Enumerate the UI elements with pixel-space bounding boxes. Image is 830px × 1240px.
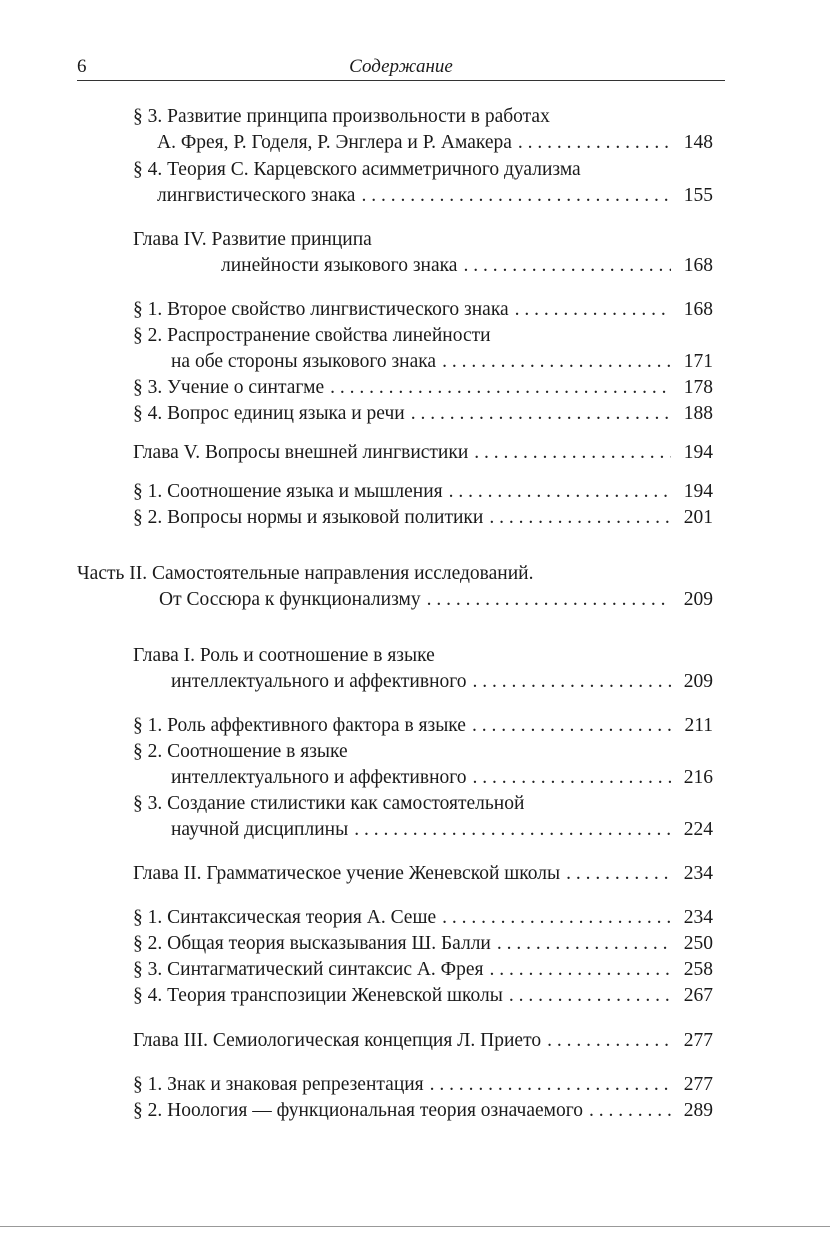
toc-page-number: 201 — [683, 507, 713, 528]
chapter-heading — [77, 643, 713, 669]
toc-page-number: 267 — [683, 985, 713, 1006]
toc-entry-text: От Соссюра к функционализму — [159, 589, 421, 610]
toc-entry — [77, 297, 713, 323]
toc-page-number: 234 — [683, 863, 713, 884]
toc-entry — [77, 983, 713, 1009]
chapter-heading — [77, 1028, 713, 1054]
toc-entry-text: § 4. Вопрос единиц языка и речи — [133, 403, 405, 424]
toc-page-number: 194 — [683, 442, 713, 463]
toc-page-number: 194 — [683, 481, 713, 502]
toc-entry-text: Глава IV. Развитие принципа — [133, 229, 372, 250]
toc-page-number: 178 — [683, 377, 713, 398]
toc-entry-text: лингвистического знака — [157, 185, 356, 206]
toc-page-number: 155 — [683, 185, 713, 206]
toc-page-number: 168 — [683, 255, 713, 276]
toc-page-number: 209 — [683, 671, 713, 692]
toc-entry — [77, 130, 713, 156]
toc-entry — [77, 669, 713, 695]
toc-entry — [77, 587, 713, 613]
toc-entry — [77, 505, 713, 531]
part-heading — [77, 561, 713, 587]
toc-entry-text: интеллектуального и аффективного — [171, 767, 467, 788]
toc-entry — [77, 253, 713, 279]
toc-entry — [77, 791, 713, 817]
toc-entry-text: Глава V. Вопросы внешней лингвистики — [133, 442, 469, 463]
toc-entry-text: § 1. Синтаксическая теория А. Сеше — [133, 907, 437, 928]
toc-page-number: 277 — [683, 1074, 713, 1095]
toc-entry — [77, 713, 713, 739]
toc-page-number: 216 — [683, 767, 713, 788]
toc-entry-text: § 1. Соотношение языка и мышления — [133, 481, 443, 502]
toc-entry-text: научной дисциплины — [171, 819, 349, 840]
toc-entry-text: § 3. Развитие принципа произвольности в работах — [133, 106, 550, 127]
toc-entry — [77, 401, 713, 427]
toc-entry-text: § 3. Создание стилистики как самостоятельной — [133, 793, 525, 814]
toc-entry — [77, 183, 713, 209]
toc-page-number: 171 — [683, 351, 713, 372]
toc-entry — [77, 905, 713, 931]
toc-entry — [77, 104, 713, 130]
toc-entry-text: § 1. Роль аффективного фактора в языке — [133, 715, 466, 736]
chapter-heading — [77, 861, 713, 887]
toc-page-number: 224 — [683, 819, 713, 840]
toc-entry-text: § 4. Теория транспозиции Женевской школы — [133, 985, 503, 1006]
toc-entry — [77, 349, 713, 375]
toc-page-number: 258 — [683, 959, 713, 980]
toc-entry-text: интеллектуального и аффективного — [171, 671, 467, 692]
toc-entry-text: § 2. Соотношение в языке — [133, 741, 348, 762]
toc-entry — [77, 1072, 713, 1098]
toc-entry-text: § 4. Теория С. Карцевского асимметричного дуализма — [133, 159, 581, 180]
toc-entry-text: А. Фрея, Р. Годеля, Р. Энглера и Р. Амакера — [157, 132, 512, 153]
toc-entry — [77, 765, 713, 791]
page-edge-line — [0, 1226, 830, 1227]
toc-entry-text: § 1. Знак и знаковая репрезентация — [133, 1074, 424, 1095]
toc-entry — [77, 957, 713, 983]
toc-page-number: 211 — [684, 715, 713, 736]
page-number: 6 — [77, 56, 87, 77]
toc-page-number: 148 — [683, 132, 713, 153]
toc-entry-text: Глава III. Семиологическая концепция Л. Прието — [133, 1030, 542, 1051]
toc-page-number: 250 — [683, 933, 713, 954]
toc-entry-text: § 1. Второе свойство лингвистического знака — [133, 299, 509, 320]
toc-entry — [77, 1098, 713, 1124]
toc-page-number: 209 — [683, 589, 713, 610]
toc-entry-text: Глава II. Грамматическое учение Женевской школы — [133, 863, 561, 884]
toc-entry-text: Глава I. Роль и соотношение в языке — [133, 645, 435, 666]
chapter-heading — [77, 227, 713, 253]
toc-entry — [77, 931, 713, 957]
toc-entry-text: § 3. Синтагматический синтаксис А. Фрея — [133, 959, 484, 980]
toc-page-number: 234 — [683, 907, 713, 928]
toc-entry-text: § 2. Общая теория высказывания Ш. Балли — [133, 933, 491, 954]
toc-entry-text: § 2. Ноология — функциональная теория означаемого — [133, 1100, 584, 1121]
running-title: Содержание — [349, 56, 453, 77]
chapter-heading — [77, 440, 713, 466]
toc-entry — [77, 323, 713, 349]
toc-entry — [77, 739, 713, 765]
toc-entry-text: на обе стороны языкового знака — [171, 351, 437, 372]
toc-page-number: 188 — [683, 403, 713, 424]
toc-entry — [77, 817, 713, 843]
toc-entry-text: § 2. Распространение свойства линейности — [133, 325, 491, 346]
toc-entry — [77, 375, 713, 401]
running-header — [77, 56, 725, 81]
toc-entry-text: § 2. Вопросы нормы и языковой политики — [133, 507, 484, 528]
toc-page-number: 168 — [683, 299, 713, 320]
toc-entry-text: линейности языкового знака — [221, 255, 458, 276]
toc-entry-text: § 3. Учение о синтагме — [133, 377, 325, 398]
toc-entry — [77, 479, 713, 505]
toc-entry — [77, 157, 713, 183]
toc-page-number: 289 — [683, 1100, 713, 1121]
toc-page-number: 277 — [683, 1030, 713, 1051]
toc-entry-text: Часть II. Самостоятельные направления исследований. — [77, 563, 534, 584]
